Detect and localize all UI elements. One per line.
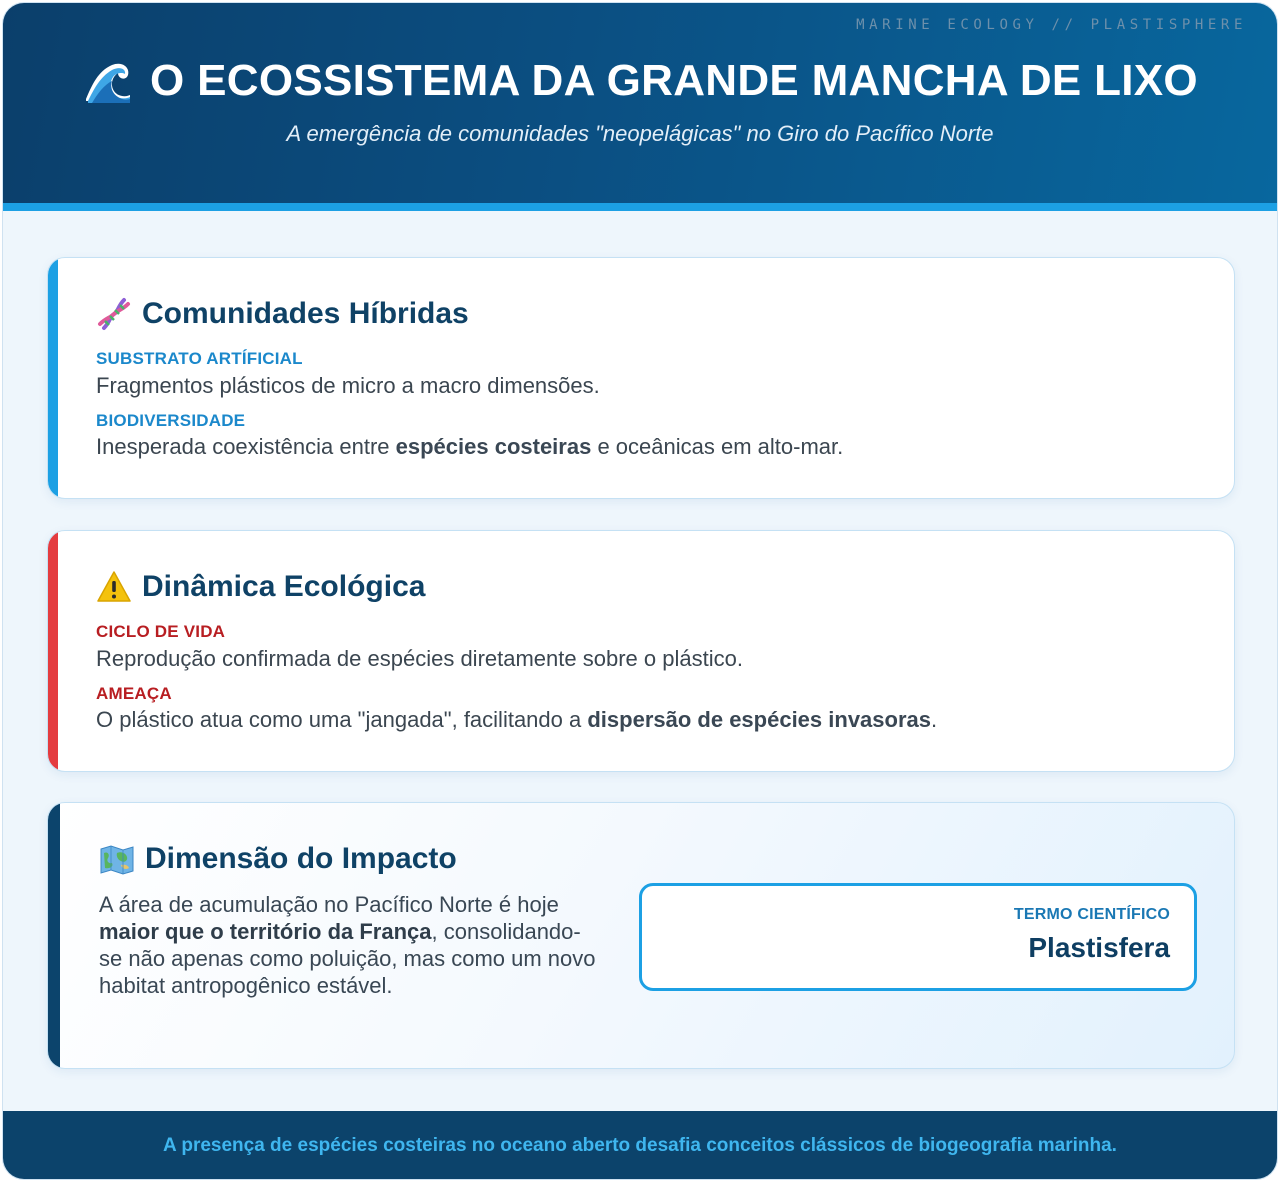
page-subtitle: A emergência de comunidades "neopelágicas" no Giro do Pacífico Norte [286, 121, 994, 146]
dna-icon [96, 296, 132, 332]
card-header [96, 569, 425, 605]
card-accent-bar [48, 531, 58, 771]
card-comunidades-hibridas [47, 257, 1235, 499]
card-header [99, 841, 457, 877]
label-ciclo-de-vida: CICLO DE VIDA [96, 622, 226, 641]
card-accent-bar [48, 258, 58, 498]
header [3, 3, 1277, 203]
card-title: Comunidades Híbridas [142, 297, 469, 330]
map-icon [99, 841, 135, 877]
card-accent-bar [48, 803, 60, 1068]
card-header [96, 296, 469, 332]
term-label: TERMO CIENTÍFICO [1013, 906, 1170, 923]
term-value: Plastisfera [1028, 932, 1170, 963]
warning-icon [96, 569, 132, 605]
label-substrato: SUBSTRATO ARTÍFICIAL [96, 349, 303, 368]
label-biodiversidade: BIODIVERSIDADE [96, 411, 246, 430]
card-dimensao-do-impacto [47, 802, 1235, 1069]
card-title: Dimensão do Impacto [145, 842, 457, 875]
top-tag: MARINE ECOLOGY // PLASTISPHERE [856, 17, 1247, 33]
card-dinamica-ecologica [47, 530, 1235, 772]
text-ciclo-de-vida: Reprodução confirmada de espécies diretamente sobre o plástico. [96, 646, 743, 671]
text-substrato: Fragmentos plásticos de micro a macro dimensões. [96, 373, 600, 398]
header-stripe [3, 203, 1277, 211]
impact-text: A área de acumulação no Pacífico Norte é hoje maior que o território da França, consolidando-se não apenas como poluição, mas como um novo habitat antropogênico estável. [99, 892, 596, 998]
wave-icon [82, 55, 134, 107]
infographic [2, 2, 1278, 1180]
text-biodiversidade: Inesperada coexistência entre espécies costeiras e oceânicas em alto-mar. [96, 434, 844, 459]
page-title: O ECOSSISTEMA DA GRANDE MANCHA DE LIXO [150, 56, 1198, 105]
scientific-term-box [639, 883, 1197, 991]
footer [3, 1111, 1277, 1180]
title-row [3, 55, 1277, 107]
label-ameaca: AMEAÇA [96, 684, 172, 703]
text-ameaca: O plástico atua como uma "jangada", facilitando a dispersão de espécies invasoras. [96, 707, 938, 732]
footer-text: A presença de espécies costeiras no oceano aberto desafia conceitos clássicos de biogeografia marinha. [163, 1135, 1117, 1156]
card-title: Dinâmica Ecológica [142, 570, 426, 603]
